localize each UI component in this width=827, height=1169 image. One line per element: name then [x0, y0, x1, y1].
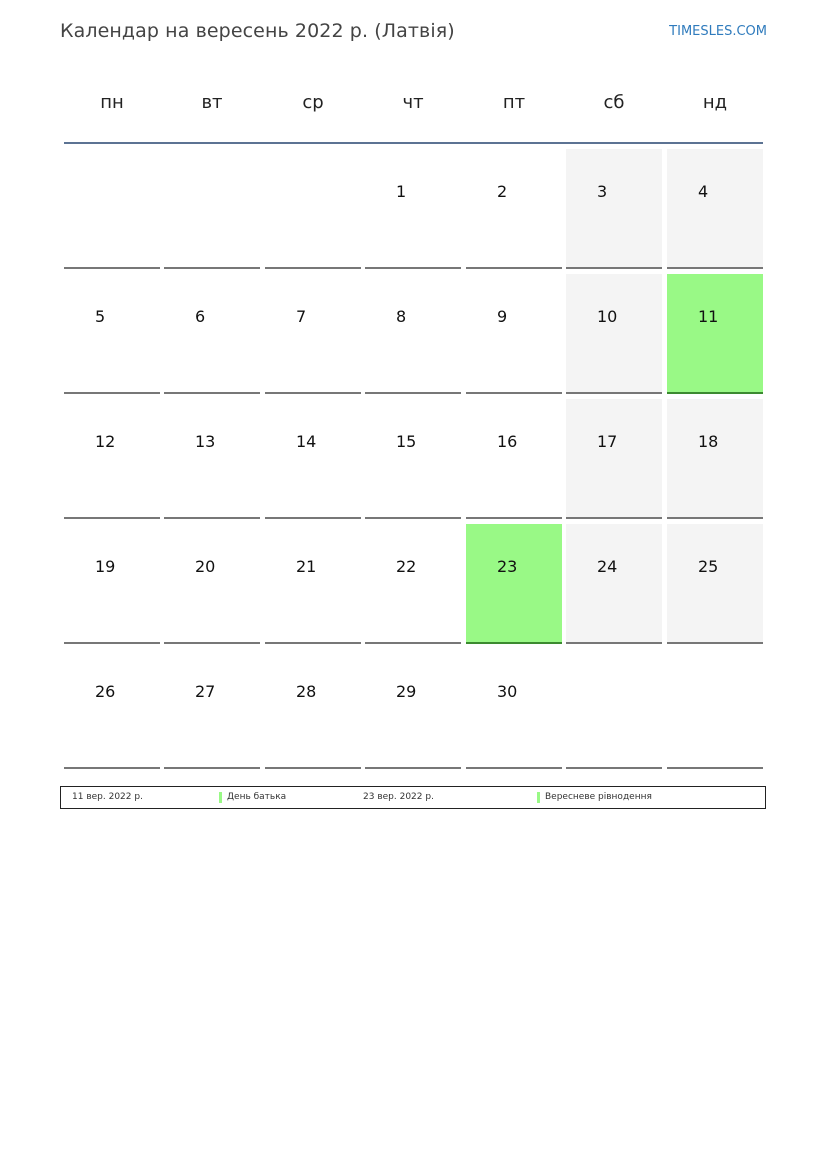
- day-cell-16: [466, 399, 562, 519]
- day-cell-10: [566, 274, 662, 394]
- day-number: 17: [597, 432, 618, 451]
- day-number: 30: [497, 682, 518, 701]
- day-cell-13: [164, 399, 260, 519]
- day-number: 12: [95, 432, 116, 451]
- legend-date: 23 вер. 2022 р.: [363, 792, 434, 802]
- day-number: 13: [195, 432, 216, 451]
- day-number: 9: [497, 307, 508, 326]
- day-number: 15: [396, 432, 417, 451]
- page-title: Календар на вересень 2022 р. (Латвія): [60, 20, 455, 42]
- weekday-fri: пт: [502, 92, 526, 113]
- day-number: 2: [497, 182, 508, 201]
- day-number: 1: [396, 182, 407, 201]
- day-cell-28: [265, 649, 361, 769]
- day-number: 5: [95, 307, 106, 326]
- day-cell-17: [566, 399, 662, 519]
- day-number: 18: [698, 432, 719, 451]
- day-cell-15: [365, 399, 461, 519]
- day-cell-23: [466, 524, 562, 644]
- day-cell-22: [365, 524, 461, 644]
- legend-holiday-name: Вересневе рівнодення: [545, 792, 652, 802]
- legend-color-swatch: [219, 792, 222, 803]
- day-number: 8: [396, 307, 407, 326]
- empty-day-cell: [667, 649, 763, 769]
- day-number: 22: [396, 557, 417, 576]
- empty-day-cell: [64, 149, 160, 269]
- weekday-header-row: [64, 92, 763, 116]
- day-number: 7: [296, 307, 307, 326]
- day-number: 16: [497, 432, 518, 451]
- day-number: 19: [95, 557, 116, 576]
- weekday-wed: ср: [302, 92, 324, 113]
- day-cell-24: [566, 524, 662, 644]
- weekday-thu: чт: [402, 92, 424, 113]
- day-cell-26: [64, 649, 160, 769]
- day-number: 27: [195, 682, 216, 701]
- day-cell-11: [667, 274, 763, 394]
- day-cell-27: [164, 649, 260, 769]
- day-cell-29: [365, 649, 461, 769]
- day-cell-8: [365, 274, 461, 394]
- header-divider: [64, 142, 763, 144]
- legend-date: 11 вер. 2022 р.: [72, 792, 143, 802]
- empty-day-cell: [566, 649, 662, 769]
- day-cell-21: [265, 524, 361, 644]
- day-cell-2: [466, 149, 562, 269]
- day-cell-4: [667, 149, 763, 269]
- day-cell-30: [466, 649, 562, 769]
- day-cell-25: [667, 524, 763, 644]
- day-cell-7: [265, 274, 361, 394]
- day-number: 29: [396, 682, 417, 701]
- day-number: 3: [597, 182, 608, 201]
- day-cell-9: [466, 274, 562, 394]
- day-number: 28: [296, 682, 317, 701]
- day-cell-1: [365, 149, 461, 269]
- day-number: 23: [497, 557, 518, 576]
- day-number: 11: [698, 307, 719, 326]
- day-cell-19: [64, 524, 160, 644]
- holiday-legend: [60, 786, 766, 809]
- day-cell-5: [64, 274, 160, 394]
- legend-color-swatch: [537, 792, 540, 803]
- day-number: 6: [195, 307, 206, 326]
- day-number: 24: [597, 557, 618, 576]
- day-cell-20: [164, 524, 260, 644]
- day-number: 20: [195, 557, 216, 576]
- empty-day-cell: [164, 149, 260, 269]
- weekday-mon: пн: [100, 92, 124, 113]
- brand-link[interactable]: TIMESLES.COM: [669, 24, 767, 39]
- day-cell-18: [667, 399, 763, 519]
- day-number: 25: [698, 557, 719, 576]
- calendar-grid: [64, 149, 763, 771]
- day-number: 21: [296, 557, 317, 576]
- empty-day-cell: [265, 149, 361, 269]
- day-cell-12: [64, 399, 160, 519]
- day-cell-6: [164, 274, 260, 394]
- weekday-sun: нд: [702, 92, 728, 113]
- day-number: 4: [698, 182, 709, 201]
- day-number: 14: [296, 432, 317, 451]
- day-number: 10: [597, 307, 618, 326]
- weekday-sat: сб: [603, 92, 625, 113]
- weekday-tue: вт: [201, 92, 223, 113]
- day-number: 26: [95, 682, 116, 701]
- day-cell-3: [566, 149, 662, 269]
- day-cell-14: [265, 399, 361, 519]
- legend-holiday-name: День батька: [227, 792, 287, 802]
